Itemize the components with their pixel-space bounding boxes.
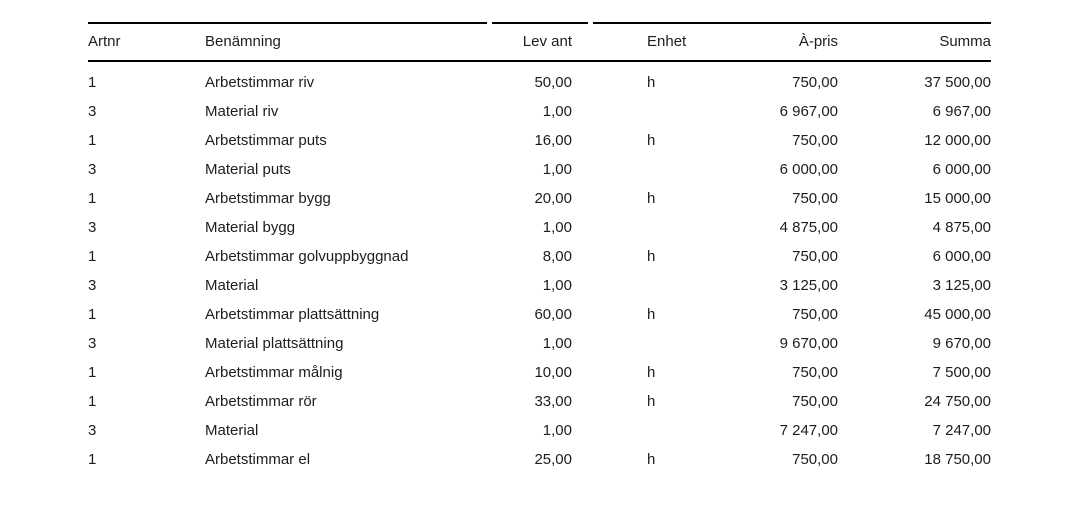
cell-lev-ant: 10,00: [534, 363, 572, 381]
cell-summa: 3 125,00: [932, 276, 991, 294]
table-row: [88, 68, 991, 97]
cell-artnr: 1: [88, 73, 97, 91]
table-body: [88, 62, 991, 474]
column-header-enhet: Enhet: [647, 33, 687, 51]
cell-lev-ant: 1,00: [542, 276, 572, 294]
cell-artnr: 3: [88, 276, 97, 294]
table-row: [88, 242, 991, 271]
table-row: [88, 387, 991, 416]
table-top-rule: [88, 22, 991, 24]
table-row: [88, 445, 991, 474]
table-row: [88, 184, 991, 213]
cell-artnr: 3: [88, 218, 97, 236]
cell-a-pris: 3 125,00: [779, 276, 838, 294]
cell-summa: 6 967,00: [932, 102, 991, 120]
table-row: [88, 271, 991, 300]
cell-benamning: Material: [205, 276, 259, 294]
column-header-benamning: Benämning: [205, 33, 281, 51]
cell-artnr: 1: [88, 247, 97, 265]
cell-artnr: 3: [88, 102, 97, 120]
cell-a-pris: 6 967,00: [779, 102, 838, 120]
cell-lev-ant: 25,00: [534, 450, 572, 468]
cell-a-pris: 750,00: [792, 363, 838, 381]
cell-benamning: Arbetstimmar plattsättning: [205, 305, 380, 323]
table-row: [88, 213, 991, 242]
cell-lev-ant: 20,00: [534, 189, 572, 207]
cell-a-pris: 750,00: [792, 189, 838, 207]
column-header-lev-ant: Lev ant: [522, 33, 572, 51]
cell-lev-ant: 1,00: [542, 334, 572, 352]
cell-benamning: Arbetstimmar målnig: [205, 363, 343, 381]
cell-lev-ant: 1,00: [542, 102, 572, 120]
cell-summa: 4 875,00: [932, 218, 991, 236]
cell-benamning: Arbetstimmar puts: [205, 131, 327, 149]
cell-a-pris: 4 875,00: [779, 218, 838, 236]
cell-benamning: Material bygg: [205, 218, 296, 236]
cell-artnr: 3: [88, 421, 97, 439]
line-items-table: [88, 22, 991, 474]
cell-artnr: 1: [88, 189, 97, 207]
cell-a-pris: 750,00: [792, 73, 838, 91]
table-row: [88, 155, 991, 184]
table-row: [88, 358, 991, 387]
cell-a-pris: 6 000,00: [779, 160, 838, 178]
cell-summa: 45 000,00: [924, 305, 991, 323]
top-rule-segment: [593, 22, 991, 24]
cell-summa: 7 500,00: [932, 363, 991, 381]
cell-artnr: 3: [88, 160, 97, 178]
cell-summa: 18 750,00: [924, 450, 991, 468]
cell-summa: 6 000,00: [932, 160, 991, 178]
cell-summa: 7 247,00: [932, 421, 991, 439]
cell-summa: 15 000,00: [924, 189, 991, 207]
cell-benamning: Arbetstimmar golvuppbyggnad: [205, 247, 409, 265]
cell-enhet: h: [647, 450, 656, 468]
cell-benamning: Material puts: [205, 160, 291, 178]
cell-a-pris: 750,00: [792, 247, 838, 265]
cell-lev-ant: 50,00: [534, 73, 572, 91]
cell-artnr: 1: [88, 450, 97, 468]
table-row: [88, 300, 991, 329]
cell-artnr: 3: [88, 334, 97, 352]
column-header-artnr: Artnr: [88, 33, 121, 51]
cell-lev-ant: 60,00: [534, 305, 572, 323]
column-header-a-pris: À-pris: [798, 33, 838, 51]
cell-enhet: h: [647, 363, 656, 381]
cell-summa: 12 000,00: [924, 131, 991, 149]
cell-a-pris: 750,00: [792, 305, 838, 323]
cell-lev-ant: 1,00: [542, 218, 572, 236]
cell-a-pris: 750,00: [792, 450, 838, 468]
cell-summa: 6 000,00: [932, 247, 991, 265]
cell-benamning: Arbetstimmar rör: [205, 392, 317, 410]
cell-enhet: h: [647, 131, 656, 149]
top-rule-segment: [88, 22, 487, 24]
table-row: [88, 97, 991, 126]
cell-lev-ant: 1,00: [542, 421, 572, 439]
column-header-summa: Summa: [939, 33, 991, 51]
table-header-row: [88, 24, 991, 61]
cell-summa: 9 670,00: [932, 334, 991, 352]
cell-benamning: Arbetstimmar riv: [205, 73, 315, 91]
table-row: [88, 329, 991, 358]
cell-lev-ant: 1,00: [542, 160, 572, 178]
table-row: [88, 126, 991, 155]
cell-summa: 24 750,00: [924, 392, 991, 410]
cell-lev-ant: 8,00: [542, 247, 572, 265]
top-rule-segment: [492, 22, 588, 24]
cell-lev-ant: 33,00: [534, 392, 572, 410]
cell-benamning: Material plattsättning: [205, 334, 344, 352]
cell-a-pris: 750,00: [792, 131, 838, 149]
cell-enhet: h: [647, 73, 656, 91]
cell-benamning: Material: [205, 421, 259, 439]
cell-benamning: Arbetstimmar el: [205, 450, 311, 468]
cell-artnr: 1: [88, 305, 97, 323]
cell-benamning: Arbetstimmar bygg: [205, 189, 331, 207]
cell-a-pris: 7 247,00: [779, 421, 838, 439]
cell-summa: 37 500,00: [924, 73, 991, 91]
cell-artnr: 1: [88, 131, 97, 149]
cell-a-pris: 9 670,00: [779, 334, 838, 352]
cell-enhet: h: [647, 189, 656, 207]
cell-artnr: 1: [88, 392, 97, 410]
cell-enhet: h: [647, 247, 656, 265]
cell-a-pris: 750,00: [792, 392, 838, 410]
table-row: [88, 416, 991, 445]
cell-enhet: h: [647, 392, 656, 410]
cell-lev-ant: 16,00: [534, 131, 572, 149]
cell-enhet: h: [647, 305, 656, 323]
cell-artnr: 1: [88, 363, 97, 381]
cell-benamning: Material riv: [205, 102, 279, 120]
